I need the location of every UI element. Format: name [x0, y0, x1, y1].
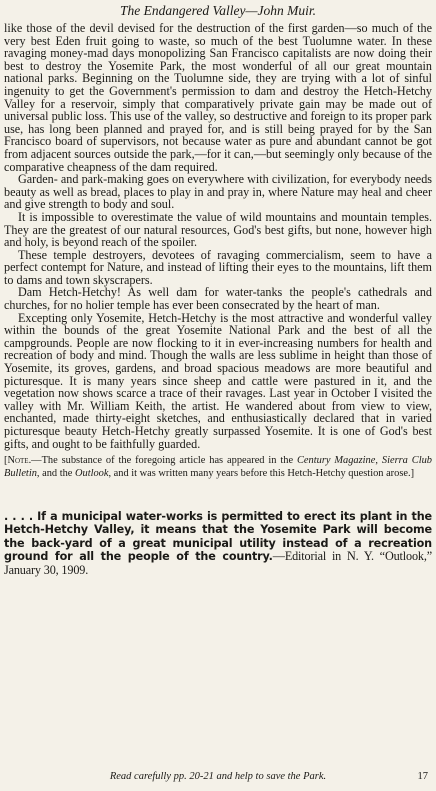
- footer-appeal: Read carefully pp. 20-21 and help to save the Park.: [109, 771, 327, 782]
- note-magazine-sierra: Sierra Club Bulletin: [4, 455, 432, 479]
- note-label: [Note.: [4, 455, 32, 467]
- editorial-source: —Editorial in N. Y. “Outlook,” January 30, 1909.: [4, 549, 432, 577]
- paragraph-temple-destroyers: These temple destroyers, devotees of ravaging commercialism, seem to have a perfect contempt for Nature, and instead of lifting their eyes to the mountains, lift them to dams and town skyscrapers.: [4, 247, 432, 287]
- note-magazine-outlook: Outlook: [75, 467, 109, 479]
- note-text-2: , and it was written many years before this Hetch-Hetchy question arose.]: [108, 467, 415, 479]
- note-sep-2: , and the: [36, 467, 75, 479]
- paragraph-wild-mountains: It is impossible to overestimate the value of wild mountains and mountain temples. They are the greatest of our natural resources, God's best gifts, but none, however high and holy, is beyond reach of the spoiler.: [4, 209, 432, 250]
- editor-note: [4, 455, 432, 480]
- note-magazine-century: Century Magazine: [297, 455, 376, 467]
- page-number: 17: [417, 771, 428, 782]
- note-sep-1: ,: [375, 455, 382, 467]
- page-footer: [4, 771, 432, 785]
- paragraph-continuation: like those of the devil devised for the destruction of the first garden—so much of the very best Eden fruit going to waste, so much of the best Tuolumne water. In these ravaging money-mad days monopolizing San Francisco capitalists are now doing their best to destroy the Yosemite Park, the most wonderful of all our great mountain national parks. Beginning on the Tuolumne side, they are trying with a lot of sinful ingenuity to get the Government's permission to dam and destroy the Hetch-Hetchy Valley for a reservoir, simply that comparatively private gain may be made out of universal public loss. This use of the valley, so destructive and foreign to its proper park use, has long been planned and prayed for, and is still being prayed for by the San Francisco board of supervisors, not because water as pure and abundant cannot be got from adjacent sources outside the park,—for it can,—but seemingly only because of the comparative cheapness of the dam required.: [4, 21, 432, 174]
- editorial-quote-text: . . . . If a municipal water-works is permitted to erect its plant in the Hetch-Hetchy Valley, it means that the Yosemite Park will become the back-yard of a great municipal utility instead of a recreation ground for all the people of the country.: [4, 510, 432, 564]
- running-header: The Endangered Valley—John Muir.: [120, 3, 316, 18]
- editorial-quote: [4, 510, 432, 577]
- paragraph-garden-making: Garden- and park-making goes on everywhere with civilization, for everybody needs beauty as well as bread, places to play in and pray in, where Nature may heal and cheer and give strength to body and soul.: [4, 172, 432, 212]
- article-body: [4, 22, 432, 450]
- document-page: [4, 0, 432, 791]
- paragraph-yosemite-valley: Excepting only Yosemite, Hetch-Hetchy is the most attractive and wonderful valley within the bounds of the great Yosemite National Park and the best of all the campgrounds. People are now flocking to it in ever-increasing numbers for health and recreation of body and mind. Though the walls are less sublime in height than those of Yosemite, its groves, gardens, and broad spacious meadows are more beautiful and picturesque. It is many years since sheep and cattle were pastured in it, and the vegetation now shows scarce a trace of their ravages. Last year in October I visited the valley with Mr. William Keith, the artist. He wandered about from view to view, enchanted, made thirty-eight sketches, and enthusiastically declared that in varied picturesque beauty Hetch-Hetchy greatly surpassed Yosemite. It is one of God's best gifts, and ought to be faithfully guarded.: [4, 310, 432, 451]
- note-text-1: —The substance of the foregoing article has appeared in the: [31, 455, 297, 467]
- paragraph-dam-hetch-hetchy: Dam Hetch-Hetchy! As well dam for water-tanks the people's cathedrals and churches, for no holier temple has ever been consecrated by the heart of man.: [4, 285, 432, 313]
